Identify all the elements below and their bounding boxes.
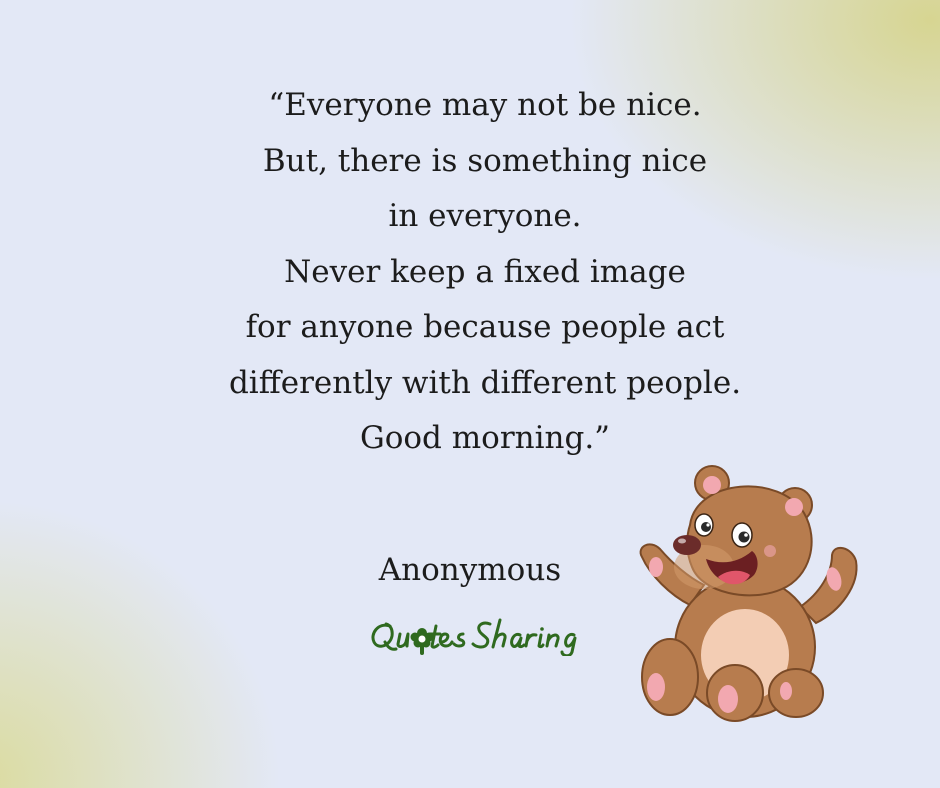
quote-line: differently with different people. — [228, 364, 742, 401]
quote-text — [140, 78, 830, 467]
quote-line: But, there is something nice — [262, 142, 708, 179]
brand-logo — [330, 612, 610, 656]
quote-line: Never keep a fixed image — [284, 253, 686, 290]
quote-author: Anonymous — [378, 552, 562, 588]
quote-line: Good morning.” — [359, 420, 611, 456]
quote-line: “Everyone may not be nice. — [268, 87, 702, 123]
teddy-bear-illustration — [620, 455, 870, 735]
quote-line: for anyone because people act — [245, 309, 725, 345]
quote-line: in everyone. — [388, 198, 582, 234]
